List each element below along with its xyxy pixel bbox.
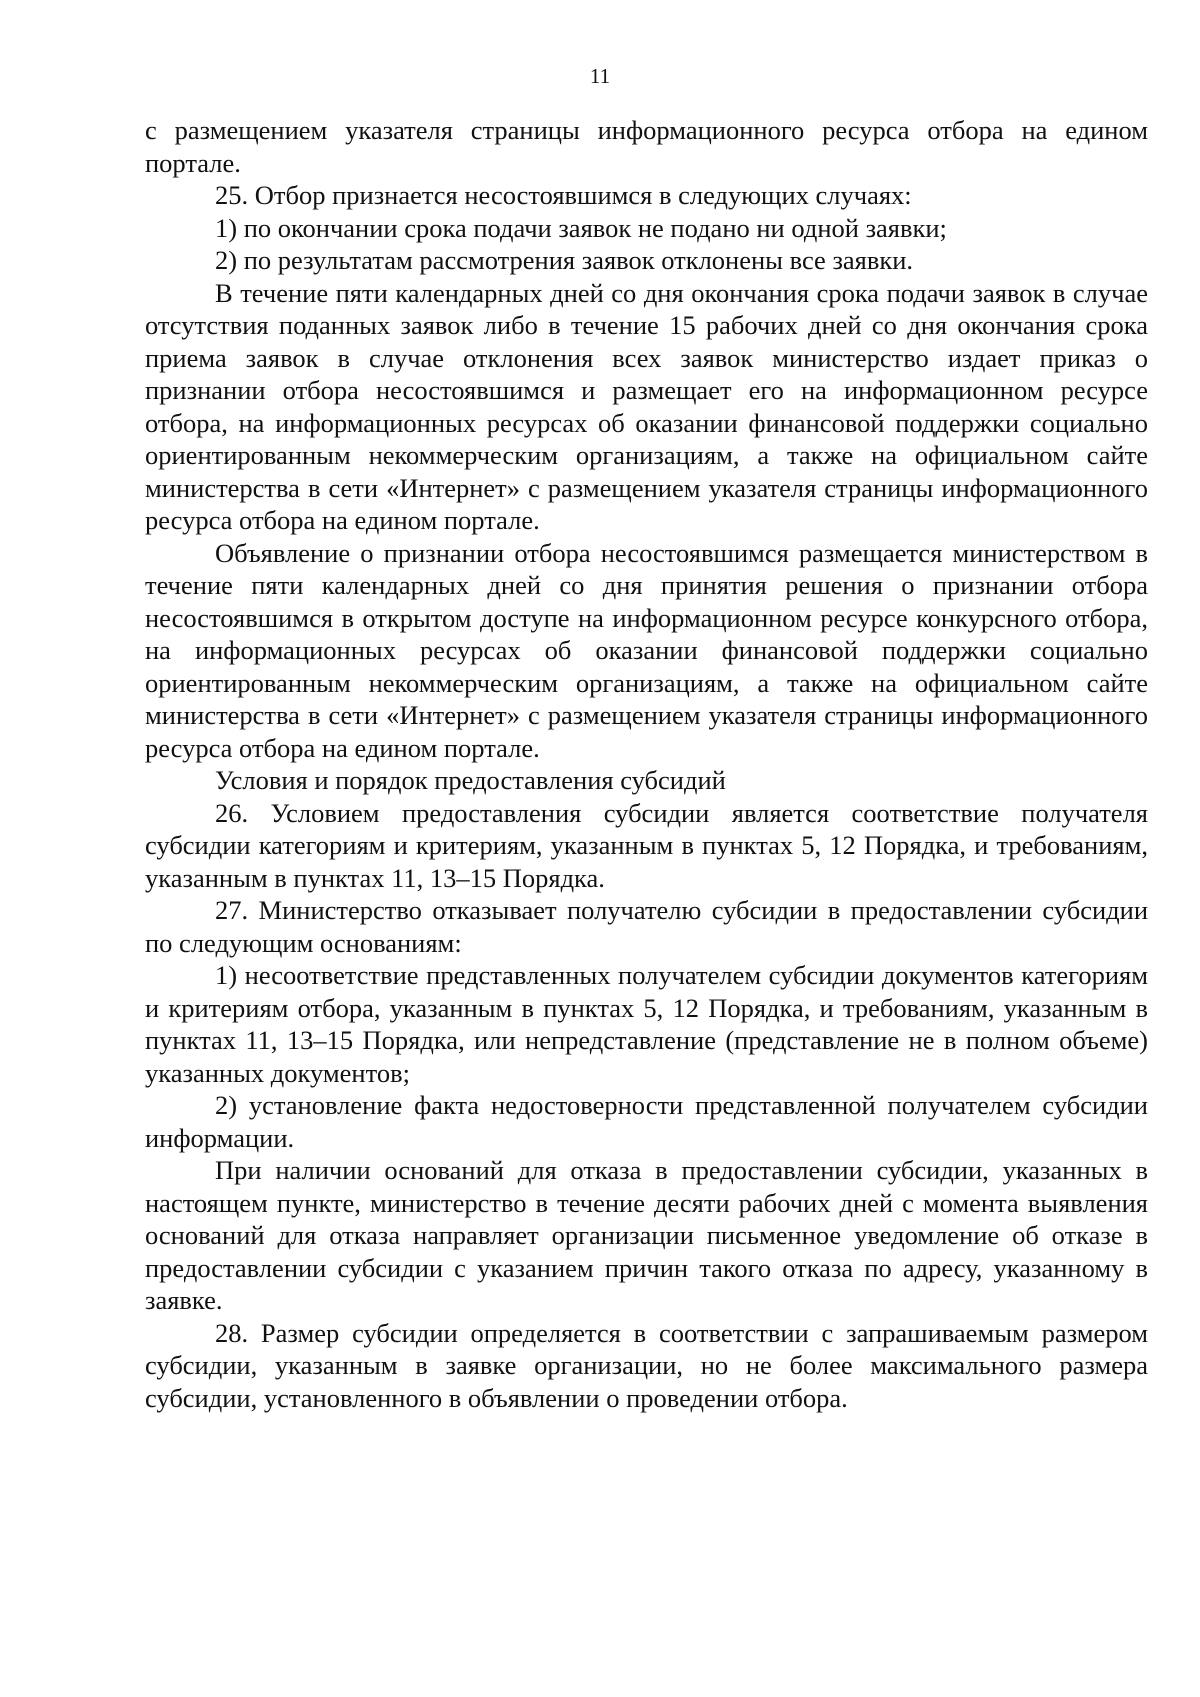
paragraph: При наличии оснований для отказа в предоставлении субсидии, указанных в настоящем пункте, министерство в течение десяти рабочих дней с момента выявления оснований для отказа направляет организации письменное уведомление об отказе в предоставлении субсидии с указанием причин такого отказа по адресу, указанному в заявке.: [145, 1155, 1148, 1315]
section-heading: Условия и порядок предоставления субсидий: [215, 765, 726, 795]
paragraph-item-26: 26. Условием предоставления субсидии является соответствие получателя субсидии категориям и критериям, указанным в пунктах 5, 12 Порядка, и требованиям, указанным в пунктах 11, 13–15 Порядка.: [145, 797, 1148, 893]
paragraph-item-28: 28. Размер субсидии определяется в соответствии с запрашиваемым размером субсидии, указанным в заявке организации, но не более максимального размера субсидии, установленного в объявлении о проведении отбора.: [145, 1317, 1148, 1413]
paragraph-subitem-1: 1) несоответствие представленных получателем субсидии документов категориям и критериям отбора, указанным в пунктах 5, 12 Порядка, и требованиям, указанным в пунктах 11, 13–15 Порядка, или непредставление (представление не в полном объеме) указанных документов;: [145, 960, 1148, 1088]
paragraph-item-25: 25. Отбор признается несостоявшимся в следующих случаях:: [215, 180, 912, 210]
paragraph: Объявление о признании отбора несостоявшимся размещается министерством в течение пяти календарных дней со дня принятия решения о признании отбора несостоявшимся в открытом доступе на информационном ресурсе конкурсного отбора, на информационных ресурсах об оказании финансовой поддержки социально ориентированным некоммерческим организациям, а также на официальном сайте министерства в сети «Интернет» с размещением указателя страницы информационного ресурса отбора на едином портале.: [145, 537, 1148, 763]
paragraph: В течение пяти календарных дней со дня окончания срока подачи заявок в случае отсутствия поданных заявок либо в течение 15 рабочих дней со дня окончания срока приема заявок в случае отклонения всех заявок министерство издает приказ о признании отбора несостоявшимся и размещает его на информационном ресурсе отбора, на информационных ресурсах об оказании финансовой поддержки социально ориентированным некоммерческим организациям, а также на официальном сайте министерства в сети «Интернет» с размещением указателя страницы информационного ресурса отбора на едином портале.: [145, 277, 1148, 535]
paragraph: с размещением указателя страницы информационного ресурса отбора на едином портале.: [145, 115, 1148, 178]
paragraph-subitem-2: 2) по результатам рассмотрения заявок отклонены все заявки.: [215, 245, 914, 275]
paragraph-subitem-2: 2) установление факта недостоверности представленной получателем субсидии информации.: [145, 1090, 1148, 1153]
paragraph-subitem-1: 1) по окончании срока подачи заявок не подано ни одной заявки;: [215, 212, 947, 243]
paragraph-item-27: 27. Министерство отказывает получателю субсидии в предоставлении субсидии по следующим основаниям:: [145, 895, 1148, 958]
page-number: 11: [589, 64, 611, 88]
document-body: [145, 114, 1148, 1414]
